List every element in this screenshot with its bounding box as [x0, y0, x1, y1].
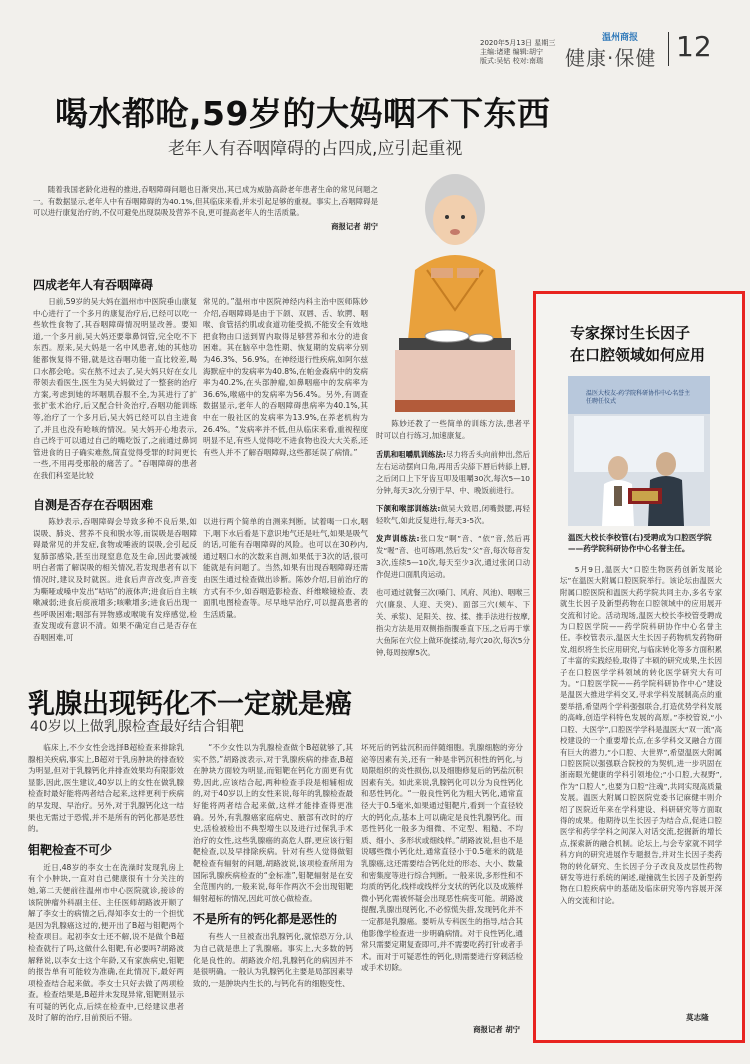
tip-item — [376, 449, 530, 497]
section-title-2: 自测是否存在吞咽困难 — [33, 498, 154, 512]
article1-col-3 — [33, 516, 197, 656]
headline-2: 乳腺出现钙化不一定就是癌 — [28, 689, 352, 720]
tip-item — [376, 533, 530, 581]
article2-col-1 — [28, 742, 184, 1042]
article1-col-1-text: 日前,59岁的吴大妈在温州市中医院垂山康复中心进行了一个多月的康复治疗后,已经可以吃一些软性食物了,其吞咽障碍情况明显改善。要知道,一个多月前,吴大妈还要靠鼻饲管,完全吃不下东西。原来,吴大妈是一名中风患者,她的其他功能都恢复得不错,就是这吞咽功能一直比较差,喝口水都会呛。实在熬不过去了,吴大妈只好在女儿带领去看医生,医生为吴大妈做过了一整套的治疗方案,考虑到她的坏咽肌吞服不全,为其进行了扩张扩张术治疗,后又配合针灸治疗,吞咽功能训练等,治疗了一个多月后,吴大妈已经可以自主进食了,并且也没有呛咳的情况。吴大妈开心地表示,自己终于可以通过自己的嘴吃饭了,之前通过鼻饲管进食的日子确实难熬,简直觉得受罪的时间更长一些,不用再受那般的痛苦了。“吞咽障碍的患者在我们科室是比较 — [33, 297, 197, 480]
elderly-woman-eating-illustration — [385, 160, 525, 412]
article2-col-3 — [361, 742, 523, 1022]
page-number: 12 — [676, 30, 712, 63]
byline-1: 商报记者 胡宁 — [331, 221, 378, 231]
tip-key: 下颌和喉部训练法: — [376, 504, 441, 514]
sidebar-title-2: 在口腔领域如何应用 — [570, 346, 706, 364]
tip-item — [376, 503, 530, 527]
sidebar-frame — [533, 291, 745, 1043]
article2-col-2-text: “不少女性以为乳腺检查做个B超就够了,其实不然,”胡路波表示,对于乳腺疾病的排查,B超在肿块方面较为明显,而钼靶在钙化方面更有优势,因此,应该结合起,两种检查手段是相辅相成的,对于40岁以上的女性来说,每年的乳腺检查最好能将两者结合起来做,这样才能排查得更准确。另外,有乳腺癌家庭病史、腋部有改时的疗史,活检被检出不典型增生以及进行过保乳手术治疗的女性,这些乳腺癌的高危人群,更应该行钼靶检查,以及早排除疾病。针对有些人觉得做钼靶检查有辐射的问题,胡路波说,该项检查所用为国际乳腺疾病检查的“金标准”,钼靶辐射是在安全范围内的,一般来说,每年作两次不会出现钼靶辐射超标的情况,因此可放心做检查。 — [193, 743, 353, 903]
subhead-2: 40岁以上做乳腺检查最好结合钼靶 — [30, 719, 244, 735]
tip-text: 做吴大致眉,闭嘴鼓腮,再轻轻吹气,如此反复进行,每天3-5次。 — [376, 504, 530, 526]
section-title-1: 四成老年人有吞咽障碍 — [33, 278, 154, 292]
article2-col-3-text: 坏死后的钙盐沉积而伴随细胞。乳腺细胞的旁分泌等因素有关,还有一种是非钙沉积性的钙化,与局限组织的炎性损伤,以及细胞修复后的钙盐沉积因素有关。如此来说,乳腺钙化可以分为良性钙化和恶性钙化。“一般良性钙化为粗大钙化,通常直径大于0.5毫米,如果通过钼靶片,看到一个直径较大的钙化点,基本上可以确定是良性乳腺钙化。而恶性钙化一般多为细微、不定型、粗糙、不均质、细小、多形状或细线样。”胡路波说,但也不是说哪些微小钙化灶,通常直径小于0.5毫米的就是乳腺癌,这还需要结合钙化灶的形态、大小、数量和密集度等进行综合判断。一般来说,多形性和不均质的钙化,线样或线样分支状的钙化以及成簇样微小钙化需被怀疑会出现恶性病变可能。胡路波提醒,乳腺出现钙化,不必惊慌失措,发现钙化并不一定都是乳腺癌。要听从专科医生的指导,结合其他影像学检查进一步明确病情。对于良性钙化,通常只需要定期复查即可,并不需要吃药打针或者手术。而对于可疑恶性的钙化,则需要进行穿刺活检或手术切除。 — [361, 743, 524, 973]
tip-text: 也可通过就餐三次(嗓门、风府、风池)、咽喉三穴(廉泉、人迎、天突)、面部三穴(颊车、下关、承浆)、足阳关、按、揉、推手法进行按摩,指尖方法是用双侧指指腹垂直下压,之后再于掌大鱼际在穴位上做环旋揉动,每穴20次,每次5分钟,每周按摩5次。 — [376, 588, 530, 658]
article1-col-3-text: 陈妙表示,吞咽障碍会导致多种不良后果,如误吸、肺炎、营养不良和脱水等,而误吸是吞咽障碍最常见的并发症,食物或唾液的误吸,会引起反复肺部感染,甚至出现窒息危及生命,因此要减缓明白者需了解误吸的相关情况,若发现患者有以下情况时,建议及时就医。进食后声音改变,声音变为嘶哑或嗓中发出“咕咕”的液体声;进食后自主咳嗽减弱;进食后痰液增多;咳嗽增多;进食后出现一些呼吸困难;咽部有异物感或喉咙有发痒感觉,检查发现或有意识不清。如果不确定自己是否存在吞咽困难,可 — [33, 517, 197, 642]
tip-text: 尽力将舌头向前伸出,然后左右运动摆向口角,再用舌尖舔下唇后转舔上唇,之后闭口上下牙齿互叩及咀嚼30次,每次5—10分钟,每天3次,分别于早、中、晚饭前进行。 — [376, 450, 530, 496]
issue-layout: 版式:吴钻 校对:南瑞 — [480, 57, 543, 65]
tips-intro: 陈妙还教了一些简单的训练方法,患者平时可以自行练习,加速康复。 — [376, 419, 530, 440]
section-title-4: 不是所有的钙化都是恶性的 — [193, 912, 338, 927]
tip-text: 张口发“啊”音、“依”音,然后再发“喔”音、也可练唱,然后发“父”音,每次每音发3次,连续5—10次,每天至少3次,通过张闭口动作促进口面肌肉运动。 — [376, 534, 530, 580]
issue-editor: 主编:诸建 编辑:胡宁 — [480, 48, 543, 56]
headline-1: 喝水都呛,59岁的大妈咽不下东西 — [55, 94, 551, 133]
header-divider — [668, 32, 669, 66]
article1-col-2-text: 常见的。”温州市中医院神经内科主治中医师陈妙介绍,吞咽障碍是由于下颌、双唇、舌、软腭、咽喉、食管括约肌或食道功能受损,不能安全有效地把食物由口送到胃内取得足够营养和水分的进食困难。其在脑卒中急性期、恢复期的发病率分别为46.3%、56.9%。在神经退行性疾病,如阿尔兹海默症中的发病率为40.8%,在帕金森病中的发病率为40.2%,在头部肿瘤,如鼻咽癌中的发病率为36.6%,喉癌中的发病率为56.4%。另外,有调查数据显示,老年人的吞咽障碍患病率为40.1%,其中在一般社区的发病率为13.9%,在养老机构为26.4%。“发病率并不低,但从临床来看,重视程度明显不足,有些人觉得吃不进食物也没大大关系,还有些人并不了解吞咽障碍,这些都延误了病情。” — [203, 297, 368, 457]
subhead-1: 老年人有吞咽障碍的占四成,应引起重视 — [168, 139, 463, 159]
tip-key: 发声训练法: — [376, 534, 420, 544]
paper-name: 温州商报 — [602, 33, 639, 43]
section-name: 健康·保健 — [565, 46, 657, 70]
article1-col-1 — [33, 296, 197, 480]
article2-intro: 临床上,不少女性会选择B超检查来排除乳腺相关疾病,事实上,B超对于乳房肿块的排查较为明显,但对于乳腺钙化并排查效果均有限影效显影,因此,医生建议,40岁以上的女性在做乳腺检查时最好能将两者结合起来,这样更利于疾病的早发现、早治疗。另外,对于乳腺钙化这一结果也无需过于恐慌,并不是所有的钙化都是恶性的。 — [28, 743, 184, 834]
illustration — [385, 160, 525, 412]
sidebar-body — [560, 564, 722, 1004]
tips-list — [376, 449, 530, 659]
masthead — [470, 22, 725, 72]
article1-col-4 — [203, 516, 368, 656]
lead-block — [33, 184, 378, 232]
tip-item — [376, 587, 530, 659]
article2-col-2 — [193, 742, 353, 1042]
sidebar-photo — [568, 376, 710, 526]
sidebar-author: 莫志隆 — [686, 1013, 709, 1022]
photo-caption: 温医大校长李校管(右)受聘成为口腔医学院——药学院科研协作中心名誉主任。 — [568, 533, 712, 554]
tip-key: 舌肌和咀嚼肌训练法: — [376, 450, 446, 460]
header-meta — [480, 39, 575, 66]
sidebar-title-1: 专家探讨生长因子 — [570, 324, 691, 342]
article2-s1-text: 近日,48岁的李女士在洗澡时发现乳房上有个小肿块,一直对自己健康很有十分关注的她,第二天便前往温州市中心医院就诊,接诊的该院肿瘤外科副主任、主任医师胡路波开顺了解了李女士的病情之后,得知李女士的一个担忧是因为乳腺癌这过的,便开出了B超与钼靶两个检查项目。起初李女士还不解,说不是做个B超检查就行了吗,这做什么钼靶,有必要吗?胡路波解释说,以李女士这个年龄,又有家族病史,钼靶的报告单有可能较为准确,在此情况下,最好两项检查结合起来做。李女士只好去做了两项检查。检查结果是,B超并未发现异常,钼靶则显示有可疑的钙化点,后续在检查中,已经建议患者及时了解的治疗,目前预后不错。 — [28, 862, 184, 1023]
byline-2: 商报记者 胡宁 — [473, 1025, 520, 1034]
article2-s2-text: 有些人一旦被查出乳腺钙化,就惊恐万分,认为自己就是患上了乳腺癌。事实上,大多数的钙化是良性的。胡路波介绍,乳腺钙化的病因并不是很明确。一般认为乳腺钙化主要是局部因素导致的,一是肿块内生长的,与钙化有的细胞变性、 — [193, 932, 353, 988]
lead-paragraph: 随着我国老龄化进程的推进,吞咽障碍问题也日渐突出,其已成为威胁高龄老年患者生命的常见问题之一。有数据显示,老年人中有吞咽障碍的为40.1%,但其临床来看,并未引起足够的重视。事实上,吞咽障碍是可以进行康复治疗的,不仅可避免出现误吸及营养不良,更可提高老年人的生活质量。 — [33, 185, 378, 218]
article1-col-4-text: 以进行两个简单的自测来判断。试着喝一口水,咽下,咽下水后看是下意识地气还是吐气,如果是吸气的话,可能有吞咽障碍的风险。也可以在30秒内,通过咽口水的次数来自测,如果低于3次的话,很可能就是有问题了。当然,如果有出现吞咽障碍还需由医生通过检查做出诊断。陈妙介绍,目前治疗的方式有不少,如吞咽造影检查、纤维喉镜检查、表面肌电图检查等。尽早地早治疗,可以提高患者的生活质量。 — [203, 517, 368, 619]
sidebar-body-text: 5月9日,温医大“口腔生物医药创新发展论坛”在温医大附属口腔医院举行。该论坛由温医大附属口腔医院和温医大药学院共同主办,多名专家就生长因子及新型药物在口腔领域中的应用展开交流和讨论。活动现场,温医大校长李校管受聘成为口腔医学院——药学院科研协作中心名誉主任。李校管表示,温医大生长因子药物机发药物研发,组织将生长应用研究,与临床转化等多方面积累了丰富的实践经验,取得了丰硕的研究成果,生长因子在口腔医学学科领域的转化医学研究大有可为。“口腔医学院——药学院科研协作中心”建设是温医大推进学科交叉,寻求学科发展制高点的重要举措,希望两个学科强强联合,打造优势学科发展的高峰,创造学科特色发展的高原。”李校管说,“小口腔、大医学”,口腔医学学科是温医大“双一流”高校建设的一个重要增长点,在多学科交叉融合方面有巨大的潜力,“小口腔、大世界”,希望温医大附属口腔医院以强强联合院校的为契机,进一步巩固在浙南眼光健康的学科引领地位;“小口腔,大视野”,作为“口腔人”,也要为口腔“注魂”,共同实现高质量发展。温医大附属口腔医院党委书记麻健丰则介绍了医院近年来在学科建设、科研研究等方面取得的成果。他期待以生长因子为结合点,促进口腔医学和药学学科之间深入对话交流,挖掘新的增长点,探索新的融合机制。论坛上,与会专家就不同学科方向的研究进展作专题报告,并对生长因子类药物的转化研究、生长因子分子改良及皮层性药物研发等进行系统的阐述,碰撞就生长因子及新型药物在口腔疾病中的基础及临床研究等内容展开深入的交流和讨论。 — [560, 565, 722, 905]
issue-date: 2020年5月13日 星期三 — [480, 39, 556, 47]
tips-box — [376, 418, 530, 658]
article1-col-2 — [203, 296, 368, 472]
section-title-3: 钼靶检查不可少 — [28, 842, 113, 857]
photo-banner: 温医大校友-药学院科研协作中心名誉主任聘任仪式 — [586, 390, 691, 405]
